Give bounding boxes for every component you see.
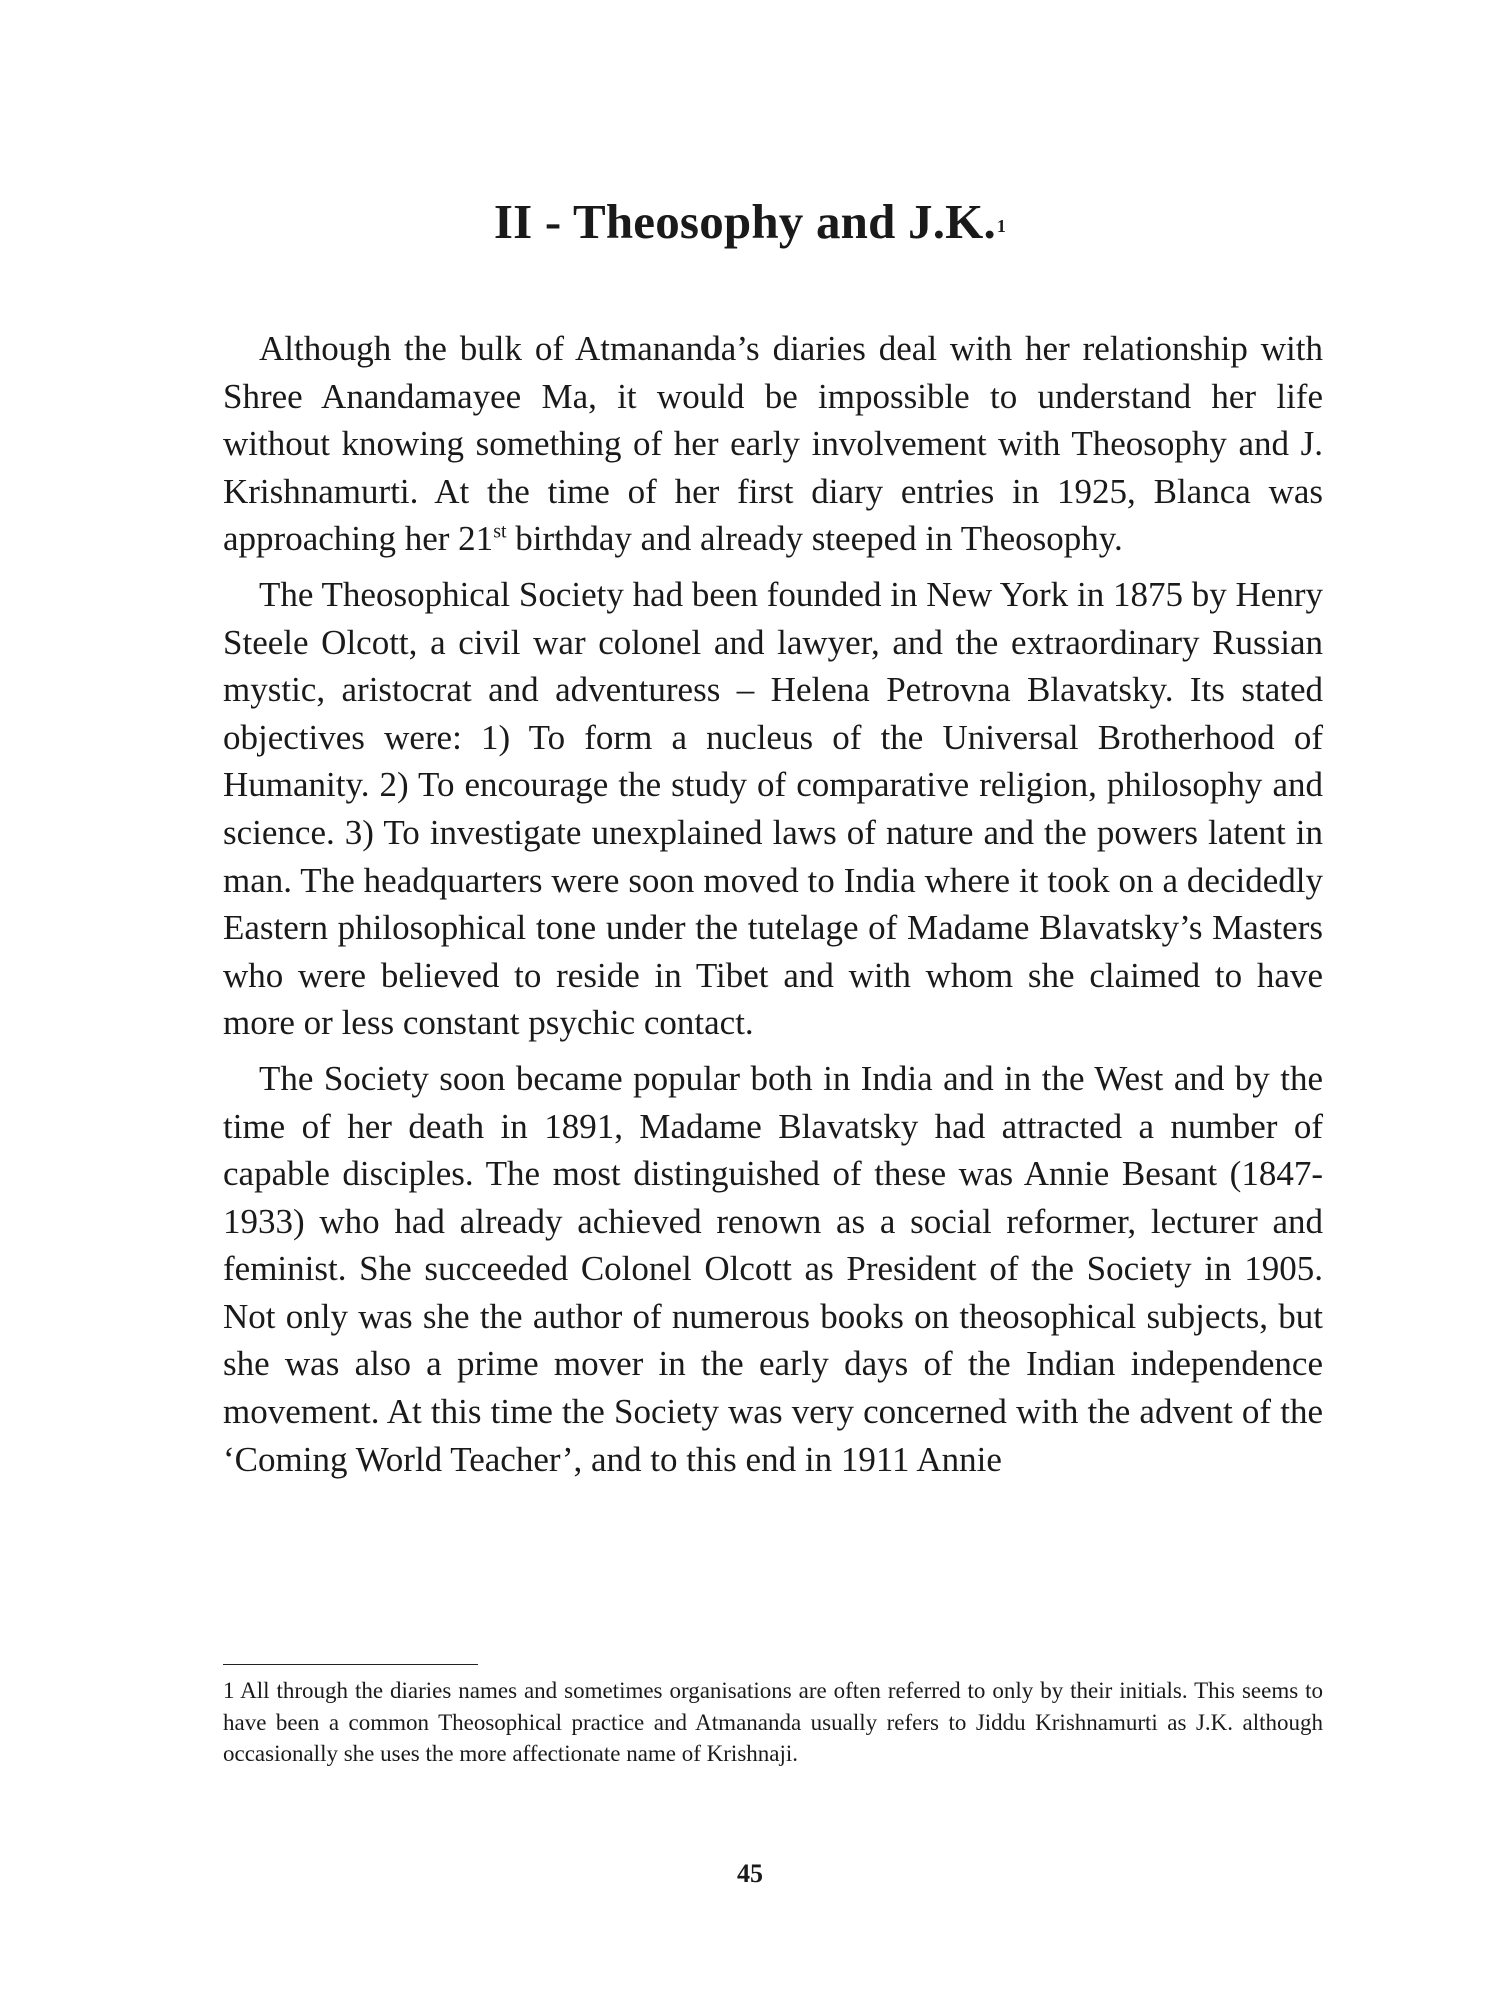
chapter-title — [0, 192, 1500, 252]
paragraph-1-text-end: birthday and already steeped in Theosophy. — [506, 519, 1123, 559]
paragraph-1 — [223, 325, 1323, 563]
paragraph-2: The Theosophical Society had been founded in New York in 1875 by Henry Steele Olcott, a civil war colonel and lawyer, and the extraordinary Russian mystic, aristocrat and adventuress – Helena Petrovna Blavatsky. Its stated objectives were: 1) To form a nucleus of the Universal Brotherhood of Humanity. 2) To encourage the study of comparative religion, philosophy and science. 3) To investigate unexplained laws of nature and the powers latent in man. The headquarters were soon moved to India where it took on a decidedly Eastern philosophical tone under the tutelage of Madame Blavatsky’s Masters who were believed to reside in Tibet and with whom she claimed to have more or less constant psychic contact. — [223, 574, 1323, 1043]
title-footnote-marker: 1 — [996, 216, 1007, 236]
chapter-title-text: II - Theosophy and J.K. — [493, 194, 996, 249]
ordinal-suffix: st — [493, 520, 507, 543]
body-text — [223, 325, 1323, 1491]
footnote: 1 All through the diaries names and sometimes organisations are often referred to only by their initials. This seems to have been a common Theosophical practice and Atmananda usually refers to Jiddu Krishnamurti as J.K. although occasionally she uses the more affectionate name of Krishnaji. — [223, 1678, 1323, 1766]
footnote-divider — [223, 1664, 478, 1665]
paragraph-3: The Society soon became popular both in India and in the West and by the time of her death in 1891, Madame Blavatsky had attracted a number of capable disciples. The most distinguished of these was Annie Besant (1847-1933) who had already achieved renown as a social reformer, lecturer and feminist. She succeeded Colonel Olcott as President of the Society in 1905. Not only was she the author of numerous books on theosophical subjects, but she was also a prime mover in the early days of the Indian independence movement. At this time the Society was very concerned with the advent of the ‘Coming World Teacher’, and to this end in 1911 Annie — [223, 1058, 1323, 1479]
page-number: 45 — [737, 1859, 763, 1888]
paragraph-1-text-start: Although the bulk of Atmananda’s diaries deal with her relationship with Shree Anandamayee Ma, it would be impossible to understand her life without knowing something of her early involvement with Theosophy and J. Krishnamurti. At the time of her first diary entries in 1925, Blanca was approaching her 21 — [223, 329, 1323, 559]
